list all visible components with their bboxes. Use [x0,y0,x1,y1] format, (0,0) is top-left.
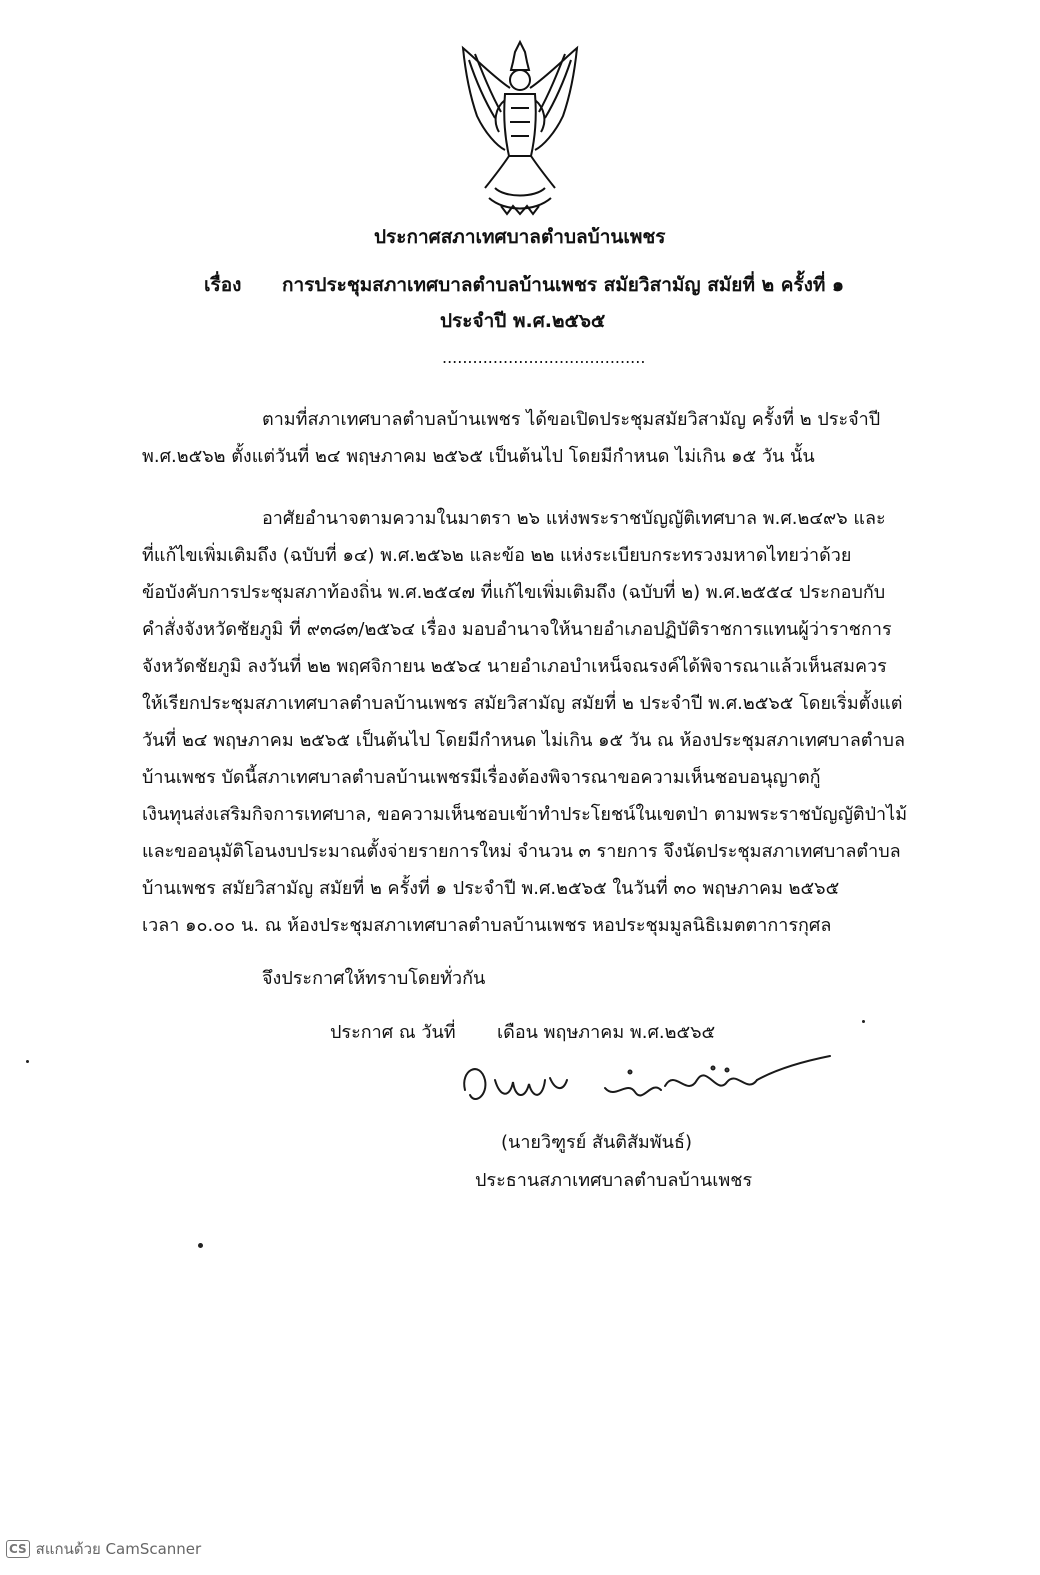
announce-date-label: ประกาศ ณ วันที่ [330,1022,456,1043]
announcement-notice: จึงประกาศให้ทราบโดยทั่วกัน [262,968,486,989]
handwritten-signature [455,1050,840,1130]
paragraph-2-line: เวลา ๑๐.๐๐ น. ณ ห้องประชุมสภาเทศบาลตำบลบ้านเพชร หอประชุมมูลนิธิเมตตาการกุศล [142,915,832,936]
paragraph-2-line: ให้เรียกประชุมสภาเทศบาลตำบลบ้านเพชร สมัยวิสามัญ สมัยที่ ๒ ประจำปี พ.ศ.๒๕๖๕ โดยเริ่มตั้งแต่ [142,693,903,714]
signer-position: ประธานสภาเทศบาลตำบลบ้านเพชร [475,1170,753,1191]
subject-label: เรื่อง [204,274,242,296]
announce-month-year: เดือน พฤษภาคม พ.ศ.๒๕๖๕ [497,1022,716,1043]
paragraph-2-line: จังหวัดชัยภูมิ ลงวันที่ ๒๒ พฤศจิกายน ๒๕๖๔ นายอำเภอบำเหน็จณรงค์ได้พิจารณาแล้วเห็นสมควร [142,656,887,677]
paragraph-2-line: บ้านเพชร สมัยวิสามัญ สมัยที่ ๒ ครั้งที่ ๑ ประจำปี พ.ศ.๒๕๖๕ ในวันที่ ๓๐ พฤษภาคม ๒๕๖๕ [142,878,840,899]
fiscal-year-line: ประจำปี พ.ศ.๒๕๖๕ [440,310,606,332]
paragraph-2-line: อาศัยอำนาจตามความในมาตรา ๒๖ แห่งพระราชบัญญัติเทศบาล พ.ศ.๒๔๙๖ และ [262,508,886,529]
paragraph-2-line: บ้านเพชร บัดนี้สภาเทศบาลตำบลบ้านเพชรมีเรื่องต้องพิจารณาขอความเห็นชอบอนุญาตกู้ [142,767,821,788]
subject-text: การประชุมสภาเทศบาลตำบลบ้านเพชร สมัยวิสามัญ สมัยที่ ๒ ครั้งที่ ๑ [282,274,845,296]
paragraph-2-line: ข้อบังคับการประชุมสภาท้องถิ่น พ.ศ.๒๕๔๗ ที่แก้ไขเพิ่มเติมถึง (ฉบับที่ ๒) พ.ศ.๒๕๕๔ ประกอบกับ [142,582,886,603]
paragraph-2-line: และขออนุมัติโอนงบประมาณตั้งจ่ายรายการใหม่ จำนวน ๓ รายการ จึงนัดประชุมสภาเทศบาลตำบล [142,841,901,862]
paragraph-1-line: ตามที่สภาเทศบาลตำบลบ้านเพชร ได้ขอเปิดประชุมสมัยวิสามัญ ครั้งที่ ๒ ประจำปี [262,409,881,430]
camscanner-text: สแกนด้วย CamScanner [35,1540,202,1558]
garuda-emblem-icon [455,38,585,216]
scan-speck [198,1243,203,1248]
scan-speck [862,1020,865,1023]
paragraph-2-line: คำสั่งจังหวัดชัยภูมิ ที่ ๙๓๘๓/๒๕๖๔ เรื่อง มอบอำนาจให้นายอำเภอปฏิบัติราชการแทนผู้ว่าราชการ [142,619,892,640]
announcement-title: ประกาศสภาเทศบาลตำบลบ้านเพชร [374,226,666,248]
camscanner-logo-icon: CS [6,1540,30,1558]
paragraph-2-line: วันที่ ๒๔ พฤษภาคม ๒๕๖๕ เป็นต้นไป โดยมีกำหนด ไม่เกิน ๑๕ วัน ณ ห้องประชุมสภาเทศบาลตำบล [142,730,905,751]
paragraph-2-line: เงินทุนส่งเสริมกิจการเทศบาล, ขอความเห็นชอบเข้าทำประโยชน์ในเขตป่า ตามพระราชบัญญัติป่าไม้ [142,804,908,825]
camscanner-watermark [6,1537,201,1561]
paragraph-2-line: ที่แก้ไขเพิ่มเติมถึง (ฉบับที่ ๑๔) พ.ศ.๒๕๖๒ และข้อ ๒๒ แห่งระเบียบกระทรวงมหาดไทยว่าด้วย [142,545,852,566]
header-separator: ........................................ [442,348,646,367]
paragraph-1-line: พ.ศ.๒๕๖๒ ตั้งแต่วันที่ ๒๔ พฤษภาคม ๒๕๖๕ เป็นต้นไป โดยมีกำหนด ไม่เกิน ๑๕ วัน นั้น [142,446,815,467]
signer-name: (นายวิฑูรย์ สันติสัมพันธ์) [501,1132,692,1153]
scan-speck [26,1060,29,1063]
